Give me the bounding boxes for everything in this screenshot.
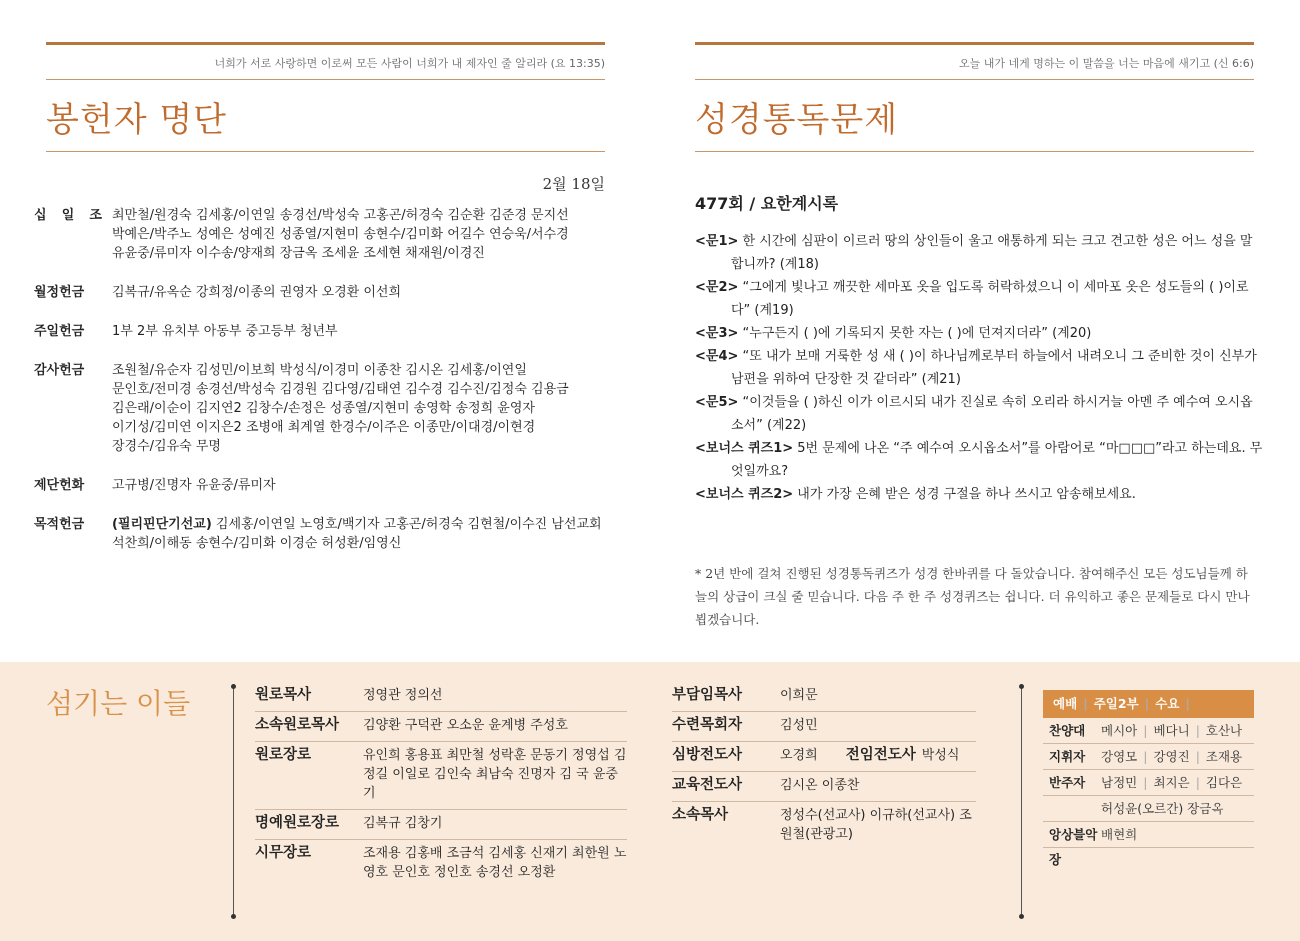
separator: | (1083, 696, 1088, 711)
quiz-note: * 2년 반에 걸쳐 진행된 성경통독퀴즈가 성경 한바퀴를 다 돌았습니다. 참여해주신 모든 성도님들께 하늘의 상급이 크실 줄 믿습니다. 다음 주 한 주 성경퀴즈는 쉽니다. 더 유익하고 좋은 문제들로 다시 만나뵙겠습니다. (695, 566, 1250, 627)
staff-names: 이희문 (780, 688, 818, 703)
staff-role: 소속원로목사 (255, 717, 340, 733)
divider (46, 151, 605, 152)
divider-line (233, 686, 234, 916)
staff-row (672, 682, 976, 712)
donor-line: 김복규/유옥순 강희정/이종의 권영자 오경환 이선희 (112, 285, 402, 300)
donor-row (34, 322, 605, 341)
staff-role: 전임전도사 (845, 747, 916, 763)
left-verse: 너희가 서로 사랑하면 이로써 모든 사람이 너희가 내 제자인 줄 알리라 (요 13:35) (214, 57, 605, 70)
table-cell: 조재용 (1205, 749, 1243, 764)
separator: | (1195, 723, 1200, 738)
divider (695, 151, 1254, 152)
table-row (1043, 744, 1254, 770)
donor-line: 최만철/원경숙 김세홍/이연일 송경선/박성숙 고홍곤/허경숙 김순환 김준경 문지선 (112, 208, 569, 223)
table-cell: 강영진 (1153, 749, 1190, 764)
separator: | (1143, 723, 1148, 738)
table-row (1043, 718, 1254, 744)
table-row-label: 앙상블악장 (1049, 827, 1098, 867)
table-cell: 메시아 (1101, 723, 1138, 738)
question-tag: <문2> (695, 280, 739, 295)
donor-row (34, 515, 605, 553)
donor-row (34, 206, 605, 263)
donor-row (34, 476, 605, 495)
right-verse: 오늘 내가 네게 명하는 이 말씀을 너는 마음에 새기고 (신 6:6) (958, 57, 1254, 70)
staff-row (255, 840, 627, 888)
question-item: <보너스 퀴즈1> 5번 문제에 나온 “주 예수여 오시옵소서”를 아람어로 “마□□□”라고 하는데요. 무엇일까요? (695, 441, 1263, 479)
donor-line: 장경수/김유숙 무명 (112, 439, 221, 454)
question-list (695, 230, 1265, 506)
staff-row (255, 742, 627, 810)
donor-date: 2월 18일 (542, 175, 605, 193)
table-cell: 최지은 (1153, 775, 1190, 790)
staff-role: 부담임목사 (672, 687, 743, 703)
divider-dot (1019, 914, 1024, 919)
donor-names (112, 206, 605, 263)
donor-line: (필리핀단기선교) 김세홍/이연일 노영호/백기자 고홍곤/허경숙 김현철/이수진 남선교회 (112, 517, 602, 532)
staff-names: 오경희 전임전도사 박성식 (780, 747, 960, 763)
question-tag: <문1> (695, 234, 739, 249)
staff-role: 원로목사 (255, 687, 312, 703)
donor-line: 석찬희/이해동 송현수/김미화 이경순 허성환/임영신 (112, 536, 402, 551)
divider-line (1021, 686, 1022, 916)
donor-category: 십 일 조 (34, 208, 102, 223)
divider-dot (231, 914, 236, 919)
staff-names: 정영관 정의선 (363, 688, 443, 703)
staff-names: 유인희 홍용표 최만철 성락훈 문동기 정영섭 김정길 이일로 김인숙 최남숙 진명자 김 국 윤중기 (363, 748, 627, 801)
donor-list (34, 206, 605, 573)
divider-dot (231, 684, 236, 689)
staff-column-2 (672, 682, 976, 850)
staff-names: 정성수(선교사) 이규하(선교사) 조원철(관광고) (780, 808, 972, 842)
donor-names (112, 283, 605, 302)
question-tag: <문5> (695, 395, 739, 410)
staff-names: 김성민 (780, 718, 818, 733)
divider (695, 79, 1254, 80)
donor-line: 김은래/이순이 김지연2 김창수/손정은 성종열/지현미 송영학 송정희 윤영자 (112, 401, 535, 416)
donor-line: 고규병/진명자 유윤중/류미자 (112, 478, 276, 493)
page-title-donors: 봉헌자 명단 (46, 100, 228, 140)
question-item: <문1> 한 시간에 심판이 이르러 땅의 상인들이 울고 애통하게 되는 크고 견고한 성은 어느 성을 말합니까? (계18) (695, 234, 1253, 272)
donor-line: 박예은/박주노 성예은 성예진 성종열/지현미 송현수/김미화 어길수 연승욱/서수경 (112, 227, 569, 242)
staff-column-1 (255, 682, 627, 888)
staff-row (672, 712, 976, 742)
divider-dot (1019, 684, 1024, 689)
table-row (1043, 796, 1254, 822)
table-cell: 베다니 (1153, 723, 1190, 738)
staff-row (672, 742, 976, 772)
donor-names (112, 361, 605, 456)
staff-names: 김시온 이종찬 (780, 778, 860, 793)
donor-category: 감사헌금 (34, 363, 85, 378)
divider (46, 79, 605, 80)
table-cell: 허성윤(오르간) 장금옥 (1101, 801, 1224, 816)
staff-role: 시무장로 (255, 845, 312, 861)
table-row-label: 반주자 (1049, 775, 1086, 790)
donor-line: 문인호/전미경 송경선/박성숙 김경원 김다영/김태연 김수경 김수진/김정숙 김용금 (112, 382, 569, 397)
table-cell: 김다은 (1205, 775, 1243, 790)
footer-title: 섬기는 이들 (46, 687, 191, 720)
table-row-label: 찬양대 (1049, 723, 1086, 738)
donor-line: 1부 2부 유치부 아동부 중고등부 청년부 (112, 324, 338, 339)
staff-names: 김양환 구덕관 오소운 윤계병 주성호 (363, 718, 568, 733)
donor-category: 월정헌금 (34, 285, 85, 300)
staff-row (255, 682, 627, 712)
question-item: <보너스 퀴즈2> 내가 가장 은혜 받은 성경 구절을 하나 쓰시고 암송해보세요. (695, 487, 1136, 502)
staff-footer (0, 662, 1300, 941)
staff-row (255, 712, 627, 742)
table-header-cell: 주일2부 (1093, 696, 1139, 711)
table-cell: 강영모 (1101, 749, 1138, 764)
separator: | (1143, 749, 1148, 764)
staff-role: 수련목회자 (672, 717, 743, 733)
quiz-heading: 477회 / 요한계시록 (695, 194, 839, 213)
top-accent-bar (695, 42, 1254, 45)
staff-role: 심방전도사 (672, 747, 743, 763)
table-cell: 호산나 (1205, 723, 1243, 738)
staff-role: 원로장로 (255, 747, 312, 763)
page-title-quiz: 성경통독문제 (695, 100, 899, 140)
table-header-cell: 예배 (1053, 696, 1078, 711)
question-tag: <문4> (695, 349, 739, 364)
separator: | (1185, 696, 1190, 711)
staff-role: 교육전도사 (672, 777, 743, 793)
staff-role: 명예원로장로 (255, 815, 340, 831)
donor-category: 목적헌금 (34, 517, 85, 532)
donor-line: 유윤중/류미자 이수송/양재희 장금옥 조세윤 조세현 채재원/이경진 (112, 246, 485, 261)
question-tag: <문3> (695, 326, 739, 341)
donor-line: 조원철/유순자 김성민/이보희 박성식/이경미 이종찬 김시온 김세홍/이연일 (112, 363, 527, 378)
donor-names (112, 476, 605, 495)
staff-row (672, 772, 976, 802)
question-tag: <보너스 퀴즈1> (695, 441, 794, 456)
question-item: <문3> “누구든지 ( )에 기록되지 못한 자는 ( )에 던져지더라” (계20) (695, 326, 1092, 341)
top-accent-bar (46, 42, 605, 45)
staff-role: 소속목사 (672, 807, 729, 823)
question-tag: <보너스 퀴즈2> (695, 487, 794, 502)
question-item: <문2> “그에게 빛나고 깨끗한 세마포 옷을 입도록 허락하셨으니 이 세마포 옷은 성도들의 ( )이로다” (계19) (695, 280, 1249, 318)
table-row-label (1043, 796, 1101, 821)
table-row (1043, 770, 1254, 796)
separator: | (1195, 749, 1200, 764)
separator: | (1143, 775, 1148, 790)
table-header (1043, 690, 1254, 718)
separator: | (1144, 696, 1150, 711)
donor-row (34, 361, 605, 456)
staff-names: 조재용 김홍배 조금석 김세홍 신재기 최한원 노영호 문인호 정인호 송경선 오정환 (363, 846, 627, 880)
staff-row (672, 802, 976, 850)
question-item: <문4> “또 내가 보매 거룩한 성 새 ( )이 하나님께로부터 하늘에서 내려오니 그 준비한 것이 신부가 남편을 위하여 단장한 것 같더라” (계21) (695, 349, 1257, 387)
donor-names (112, 322, 605, 341)
staff-row (255, 810, 627, 840)
donor-names (112, 515, 605, 553)
donor-category: 주일헌금 (34, 324, 85, 339)
table-header-cell: 수요 (1155, 696, 1180, 711)
donor-row (34, 283, 605, 302)
donor-category: 제단헌화 (34, 478, 85, 493)
staff-names: 김복규 김창기 (363, 816, 443, 831)
table-row-label: 지휘자 (1049, 749, 1086, 764)
donor-prefix: (필리핀단기선교) (112, 517, 212, 532)
question-item: <문5> “이것들을 ( )하신 이가 이르시되 내가 진실로 속히 오리라 하시거늘 아멘 주 예수여 오시옵소서” (계22) (695, 395, 1253, 433)
donor-line: 이기성/김미연 이지은2 조병애 최계열 한경수/이주은 이종만/이대경/이현경 (112, 420, 536, 435)
worship-team-table (1043, 690, 1254, 867)
table-row (1043, 822, 1254, 867)
separator: | (1195, 775, 1200, 790)
table-cell: 남정민 (1101, 775, 1138, 790)
table-cell: 배현희 (1101, 827, 1138, 842)
